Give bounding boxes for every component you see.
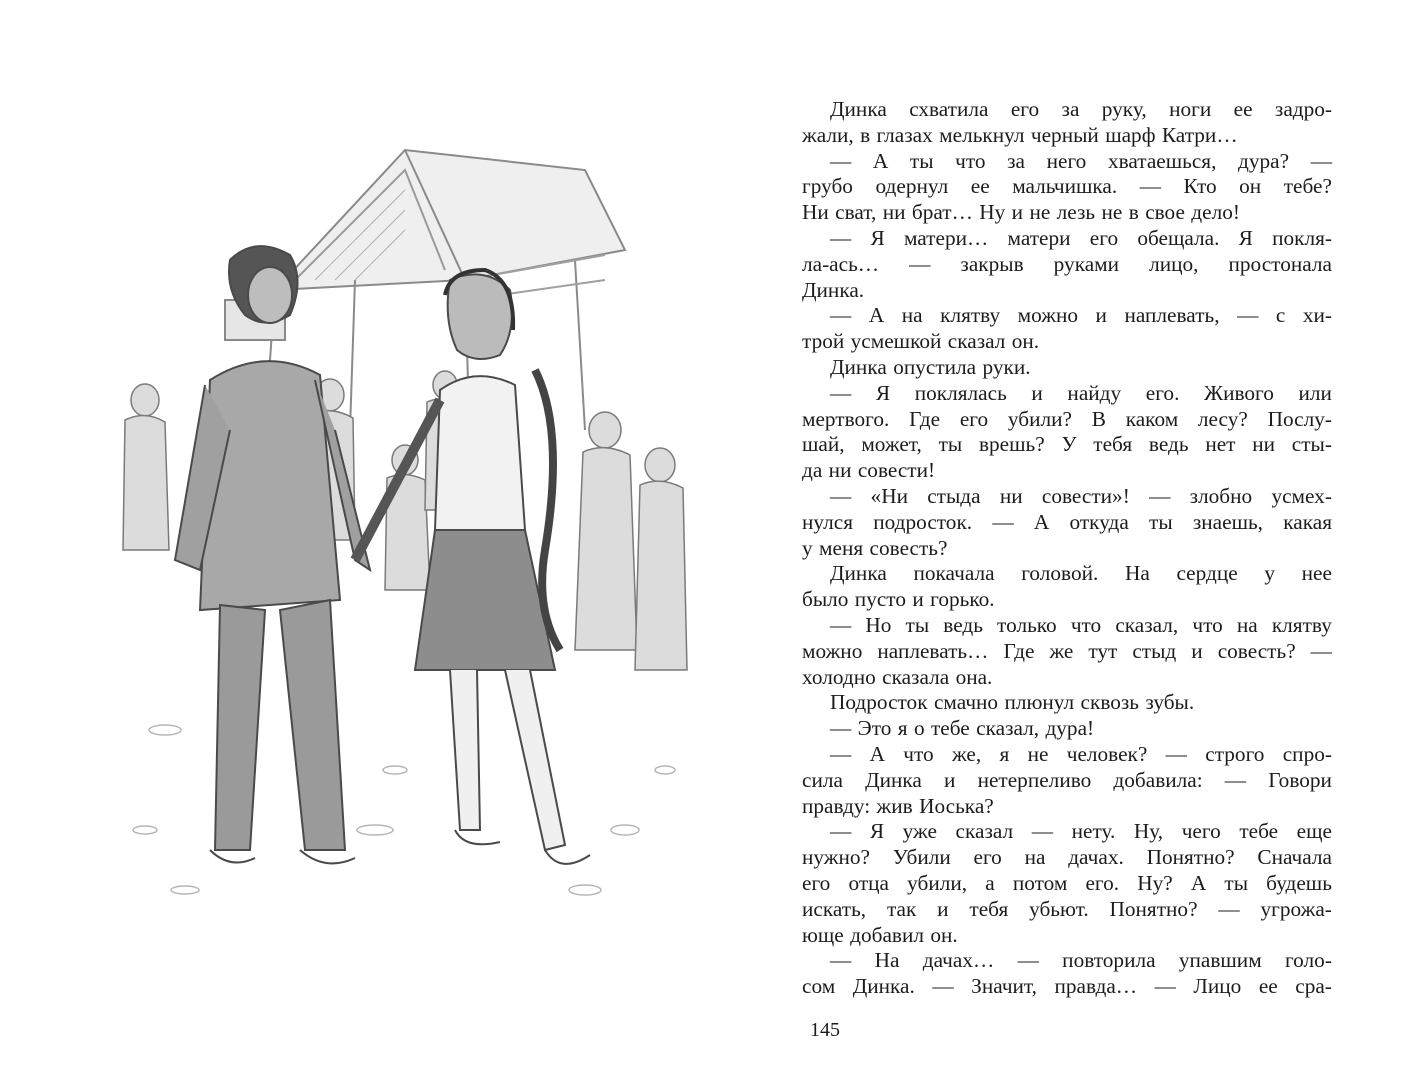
text-line: было пусто и горько. xyxy=(802,587,995,612)
text-line: правду: жив Иоська? xyxy=(802,793,994,818)
text-line: шай, может, ты врешь? У тебя ведь нет ни сты- xyxy=(802,432,1332,457)
text-line: — Но ты ведь только что сказал, что на клятву xyxy=(830,612,1332,637)
text-line: ла-ась… — закрыв руками лицо, простонала xyxy=(802,251,1332,276)
text-line: — «Ни стыда ни совести»! — злобно усмех- xyxy=(830,483,1332,508)
text-line: — Я матери… матери его обещала. Я покля- xyxy=(830,225,1332,250)
text-line: да ни совести! xyxy=(802,458,936,483)
text-line: — На дачах… — повторила упавшим голо- xyxy=(830,948,1332,973)
text-line: сом Динка. — Значит, правда… — Лицо ее сра- xyxy=(802,974,1332,999)
ground-stones xyxy=(133,725,675,895)
text-line: Ни сват, ни брат… Ну и не лезь не в свое дело! xyxy=(802,200,1240,225)
text-line: Подросток смачно плюнул сквозь зубы. xyxy=(830,690,1195,715)
text-column xyxy=(802,97,1332,1000)
text-line: его отца убили, а потом его. Ну? А ты будешь xyxy=(802,870,1332,895)
text-line: юще добавил он. xyxy=(802,922,958,947)
text-line: Динка покачала головой. На сердце у нее xyxy=(830,561,1332,586)
text-line: — А что же, я не человек? — строго спро- xyxy=(830,741,1332,766)
text-line: Динка схватила его за руку, ноги ее задро- xyxy=(830,97,1332,121)
text-line: сила Динка и нетерпеливо добавила: — Говори xyxy=(802,767,1332,792)
text-line: холодно сказала она. xyxy=(802,664,993,689)
text-line: у меня совесть? xyxy=(802,535,948,560)
text-line: грубо одернул ее мальчишка. — Кто он тебе? xyxy=(802,174,1332,199)
text-line: нужно? Убили его на дачах. Понятно? Сначала xyxy=(802,845,1332,870)
text-line: — Это я о тебе сказал, дура! xyxy=(830,716,1095,741)
text-line: жали, в глазах мелькнул черный шарф Катри… xyxy=(802,122,1238,147)
text-line: — Я уже сказал — нету. Ну, чего тебе еще xyxy=(830,819,1332,844)
illustration xyxy=(105,130,705,910)
text-line: мертвого. Где его убили? В каком лесу? Послу- xyxy=(802,406,1332,431)
text-line: — А ты что за него хватаешься, дура? — xyxy=(830,148,1332,173)
text-line: нулся подросток. — А откуда ты знаешь, какая xyxy=(802,509,1332,534)
text-line: — Я поклялась и найду его. Живого или xyxy=(830,380,1332,405)
text-line: искать, так и тебя убьют. Понятно? — угрожа- xyxy=(802,896,1332,921)
text-line: — А на клятву можно и наплевать, — с хи- xyxy=(830,303,1332,328)
text-line: Динка опустила руки. xyxy=(830,354,1031,379)
text-line: трой усмешкой сказал он. xyxy=(802,329,1040,354)
text-line: Динка. xyxy=(802,277,865,302)
page-number: 145 xyxy=(810,1019,840,1041)
text-line: можно наплевать… Где же тут стыд и совесть? — xyxy=(802,638,1332,663)
